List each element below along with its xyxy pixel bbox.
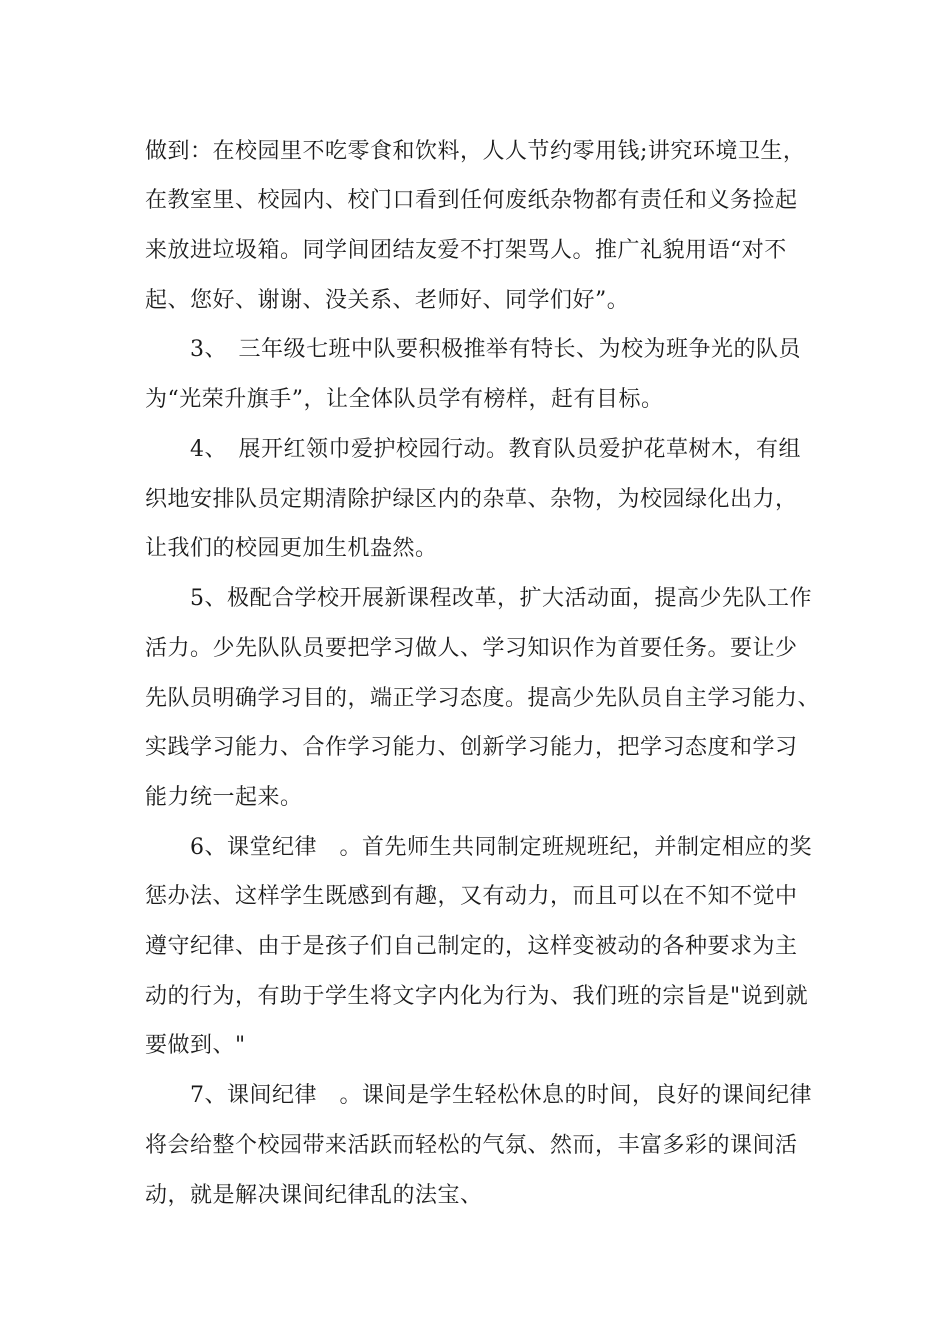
text-line: 做到：在校园里不吃零食和饮料，人人节约零用钱;讲究环境卫生， bbox=[145, 139, 806, 164]
text-line: 7、课间纪律 。课间是学生轻松休息的时间，良好的课间纪律 bbox=[190, 1083, 812, 1108]
text-line: 先队员明确学习目的，端正学习态度。提高少先队员自主学习能力、 bbox=[145, 686, 821, 711]
text-line: 惩办法、这样学生既感到有趣，又有动力，而且可以在不知不觉中 bbox=[145, 884, 798, 909]
text-line: 6、课堂纪律 。首先师生共同制定班规班纪，并制定相应的奖 bbox=[190, 835, 812, 860]
text-line: 让我们的校园更加生机盎然。 bbox=[145, 536, 438, 561]
text-line: 将会给整个校园带来活跃而轻松的气氛、然而，丰富多彩的课间活 bbox=[145, 1133, 798, 1158]
text-line: 要做到、" bbox=[145, 1033, 246, 1058]
text-line: 实践学习能力、合作学习能力、创新学习能力，把学习态度和学习 bbox=[145, 735, 798, 760]
text-line: 4、 展开红领巾爱护校园行动。教育队员爱护花草树木，有组 bbox=[190, 437, 801, 462]
text-line: 来放进垃圾箱。同学间团结友爱不打架骂人。推广礼貌用语“对不 bbox=[145, 238, 787, 263]
text-line: 3、 三年级七班中队要积极推举有特长、为校为班争光的队员 bbox=[190, 337, 801, 362]
text-line: 动的行为，有助于学生将文字内化为行为、我们班的宗旨是"说到就 bbox=[145, 984, 809, 1009]
text-line: 动，就是解决课间纪律乱的法宝、 bbox=[145, 1183, 483, 1208]
text-line: 织地安排队员定期清除护绿区内的杂草、杂物，为校园绿化出力， bbox=[145, 487, 798, 512]
text-line: 在教室里、校园内、校门口看到任何废纸杂物都有责任和义务捡起 bbox=[145, 188, 798, 213]
text-line: 起、您好、谢谢、没关系、老师好、同学们好”。 bbox=[145, 288, 630, 313]
text-line: 活力。少先队队员要把学习做人、学习知识作为首要任务。要让少 bbox=[145, 636, 798, 661]
text-line: 能力统一起来。 bbox=[145, 785, 303, 810]
text-line: 为“光荣升旗手”，让全体队员学有榜样，赶有目标。 bbox=[145, 387, 664, 412]
text-line: 5、极配合学校开展新课程改革，扩大活动面，提高少先队工作 bbox=[190, 586, 812, 611]
text-line: 遵守纪律、由于是孩子们自己制定的，这样变被动的各种要求为主 bbox=[145, 934, 798, 959]
